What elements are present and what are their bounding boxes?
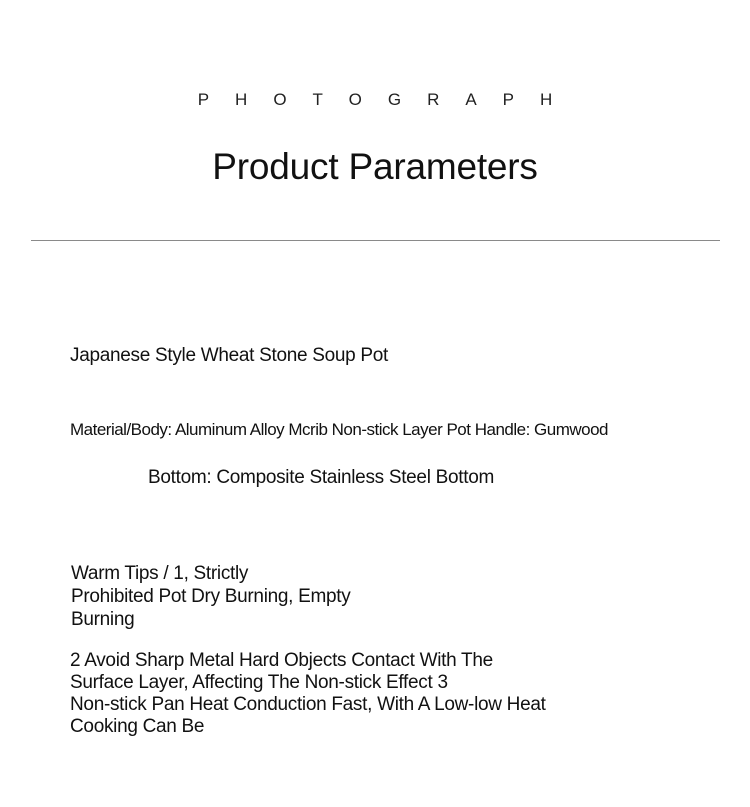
tips-line: Warm Tips / 1, Strictly <box>71 563 249 584</box>
notes-line: 2 Avoid Sharp Metal Hard Objects Contact With The <box>70 650 493 671</box>
tips-line: Prohibited Pot Dry Burning, Empty <box>71 586 351 607</box>
page-title: Product Parameters <box>212 146 538 187</box>
notes-line: Surface Layer, Affecting The Non-stick Effect 3 <box>70 672 448 693</box>
usage-notes <box>70 650 610 738</box>
divider <box>31 240 720 241</box>
notes-line: Non-stick Pan Heat Conduction Fast, With A Low-low Heat <box>70 694 546 715</box>
section-overline: PHOTOGRAPH <box>197 90 579 109</box>
notes-line: Cooking Can Be <box>70 716 205 737</box>
product-material: Material/Body: Aluminum Alloy Mcrib Non-stick Layer Pot Handle: Gumwood <box>70 420 609 439</box>
product-bottom: Bottom: Composite Stainless Steel Bottom <box>148 467 494 488</box>
tips-line: Burning <box>71 609 135 630</box>
warm-tips <box>71 562 401 631</box>
product-name: Japanese Style Wheat Stone Soup Pot <box>70 345 388 366</box>
